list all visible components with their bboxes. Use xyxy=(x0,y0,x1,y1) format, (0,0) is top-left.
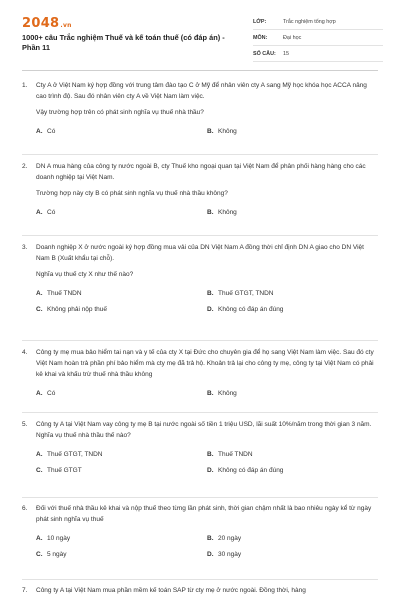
question-divider xyxy=(22,579,378,580)
answer-option-c[interactable] xyxy=(36,304,107,315)
option-letter: C. xyxy=(36,306,43,313)
answer-option-d[interactable] xyxy=(207,304,283,315)
option-letter: C. xyxy=(36,467,43,474)
option-text: Thuế TNDN xyxy=(218,451,253,458)
logo-suffix: .vn xyxy=(60,22,72,29)
option-letter: B. xyxy=(207,290,214,297)
meta-row-subject xyxy=(253,30,383,46)
answer-option-b[interactable] xyxy=(207,388,237,399)
question-prompt: Nghĩa vụ thuế cty X như thế nào? xyxy=(36,271,134,278)
question-number: 2. xyxy=(22,163,28,170)
meta-row-class xyxy=(253,14,383,30)
question-text: Cty A ở Việt Nam ký hợp đồng với trung tâm đào tạo C ở Mỹ để nhân viên cty A sang Mỹ học khóa học ACCA nâng cao trình độ. Sau đó nhân viên cty A về Việt Nam làm việc. xyxy=(36,82,367,100)
question-number: 3. xyxy=(22,244,28,251)
option-letter: A. xyxy=(36,390,43,397)
question-text: Công ty A tại Việt Nam vay công ty mẹ B tại nước ngoài số tiền 1 triệu USD, lãi suất 10%/năm trong thời gian 3 năm. Nghĩa vụ thuế nhà thầu thế nào? xyxy=(36,421,372,439)
answer-option-d[interactable] xyxy=(207,465,283,476)
option-text: Không có đáp án đúng xyxy=(218,467,284,474)
question-divider xyxy=(22,154,378,155)
option-text: 20 ngày xyxy=(218,535,242,542)
answer-options xyxy=(36,541,378,557)
answer-option-c[interactable] xyxy=(36,549,67,560)
question-4 xyxy=(22,347,378,396)
question-text: DN A mua hàng của công ty nước ngoài B, cty Thuế kho ngoại quan tại Việt Nam để phân phối hàng hàng cho các doanh nghiệp tại Việt Nam. xyxy=(36,163,366,181)
option-letter: B. xyxy=(207,128,214,135)
option-text: Có xyxy=(47,390,56,397)
option-text: Thuế TNDN xyxy=(47,290,82,297)
option-text: Không xyxy=(218,390,237,397)
answer-option-a[interactable] xyxy=(36,388,55,399)
answer-options xyxy=(36,296,378,312)
question-divider xyxy=(22,235,378,236)
option-letter: B. xyxy=(207,209,214,216)
option-letter: B. xyxy=(207,451,214,458)
meta-label: MÔN: xyxy=(253,34,268,41)
answer-option-b[interactable] xyxy=(207,207,237,218)
logo-text: 2048 xyxy=(22,16,60,31)
question-3 xyxy=(22,242,378,312)
question-2 xyxy=(22,161,378,215)
question-divider xyxy=(22,497,378,498)
question-5 xyxy=(22,419,378,473)
answer-option-d[interactable] xyxy=(207,549,241,560)
option-text: Thuế GTGT, TNDN xyxy=(47,451,103,458)
document-meta xyxy=(253,14,383,62)
option-text: 30 ngày xyxy=(218,551,242,558)
question-number: 6. xyxy=(22,505,28,512)
option-letter: A. xyxy=(36,451,43,458)
answer-options xyxy=(36,380,378,396)
question-number: 5. xyxy=(22,421,28,428)
question-number: 1. xyxy=(22,82,28,89)
answer-options xyxy=(36,118,378,134)
meta-label: SỐ CÂU: xyxy=(253,50,276,57)
meta-value: 15 xyxy=(283,50,289,57)
question-divider xyxy=(22,340,378,341)
option-letter: D. xyxy=(207,306,214,313)
question-6 xyxy=(22,503,378,557)
option-text: Không phải nộp thuế xyxy=(47,306,107,313)
answer-option-b[interactable] xyxy=(207,126,237,137)
answer-options xyxy=(36,280,378,296)
answer-option-a[interactable] xyxy=(36,126,55,137)
header-divider xyxy=(22,70,378,71)
answer-options xyxy=(36,441,378,457)
answer-options xyxy=(36,525,378,541)
question-prompt: Vậy trường hợp trên có phát sinh nghĩa vụ thuế nhà thầu? xyxy=(36,109,204,116)
answer-option-c[interactable] xyxy=(36,465,82,476)
option-letter: B. xyxy=(207,390,214,397)
option-text: Không có đáp án đúng xyxy=(218,306,284,313)
option-letter: A. xyxy=(36,128,43,135)
option-text: 10 ngày xyxy=(47,535,71,542)
option-text: Không xyxy=(218,128,237,135)
question-text: Doanh nghiệp X ở nước ngoài ký hợp đồng mua vải của DN Việt Nam A đồng thời chỉ định DN A giao cho DN Việt Nam B (Xuất khẩu tại chỗ). xyxy=(36,244,364,262)
document-title: 1000+ câu Trắc nghiệm Thuế và kế toán thuế (có đáp án) - Phần 11 xyxy=(22,33,225,52)
option-letter: D. xyxy=(207,551,214,558)
meta-label: LỚP: xyxy=(253,18,267,25)
option-letter: A. xyxy=(36,290,43,297)
option-text: 5 ngày xyxy=(47,551,67,558)
option-letter: A. xyxy=(36,209,43,216)
question-divider xyxy=(22,412,378,413)
meta-value: Đại học xyxy=(283,34,302,41)
meta-value: Trắc nghiệm tổng hợp xyxy=(283,18,336,25)
question-prompt: Trường hợp này cty B có phát sinh nghĩa vụ thuế nhà thầu không? xyxy=(36,190,228,197)
option-text: Có xyxy=(47,128,56,135)
option-text: Thuế GTGT xyxy=(47,467,82,474)
site-logo[interactable] xyxy=(22,16,72,31)
question-7 xyxy=(22,585,378,600)
question-number: 7. xyxy=(22,587,28,594)
question-text: Công ty A tại Việt Nam mua phần mềm kế toán SAP từ cty mẹ ở nước ngoài. Đồng thời, hàng xyxy=(36,587,306,594)
option-text: Không xyxy=(218,209,237,216)
answer-options xyxy=(36,457,378,473)
question-number: 4. xyxy=(22,349,28,356)
question-text: Công ty mẹ mua bảo hiểm tai nạn và y tế của cty X tại Đức cho chuyên gia để họ sang Việt Nam làm việc. Sau đó cty Việt Nam hoàn trả phần phí bảo hiểm mà cty mẹ đã trả hộ. Khoản trả lại cho công ty mẹ, công ty tại Việt Nam có phải kê khai và khấu trừ thuế nhà thầu không xyxy=(36,349,374,378)
question-text: Đối với thuế nhà thầu kê khai và nộp thuế theo từng lần phát sinh, thời gian chậm nhất là bao nhiêu ngày kể từ ngày phát sinh nghĩa vụ thuế xyxy=(36,505,372,523)
meta-row-count xyxy=(253,46,383,62)
question-1 xyxy=(22,80,378,134)
answer-options xyxy=(36,199,378,215)
option-letter: D. xyxy=(207,467,214,474)
option-text: Có xyxy=(47,209,56,216)
option-letter: A. xyxy=(36,535,43,542)
option-letter: C. xyxy=(36,551,43,558)
answer-option-a[interactable] xyxy=(36,207,55,218)
option-letter: B. xyxy=(207,535,214,542)
option-text: Thuế GTGT, TNDN xyxy=(218,290,274,297)
